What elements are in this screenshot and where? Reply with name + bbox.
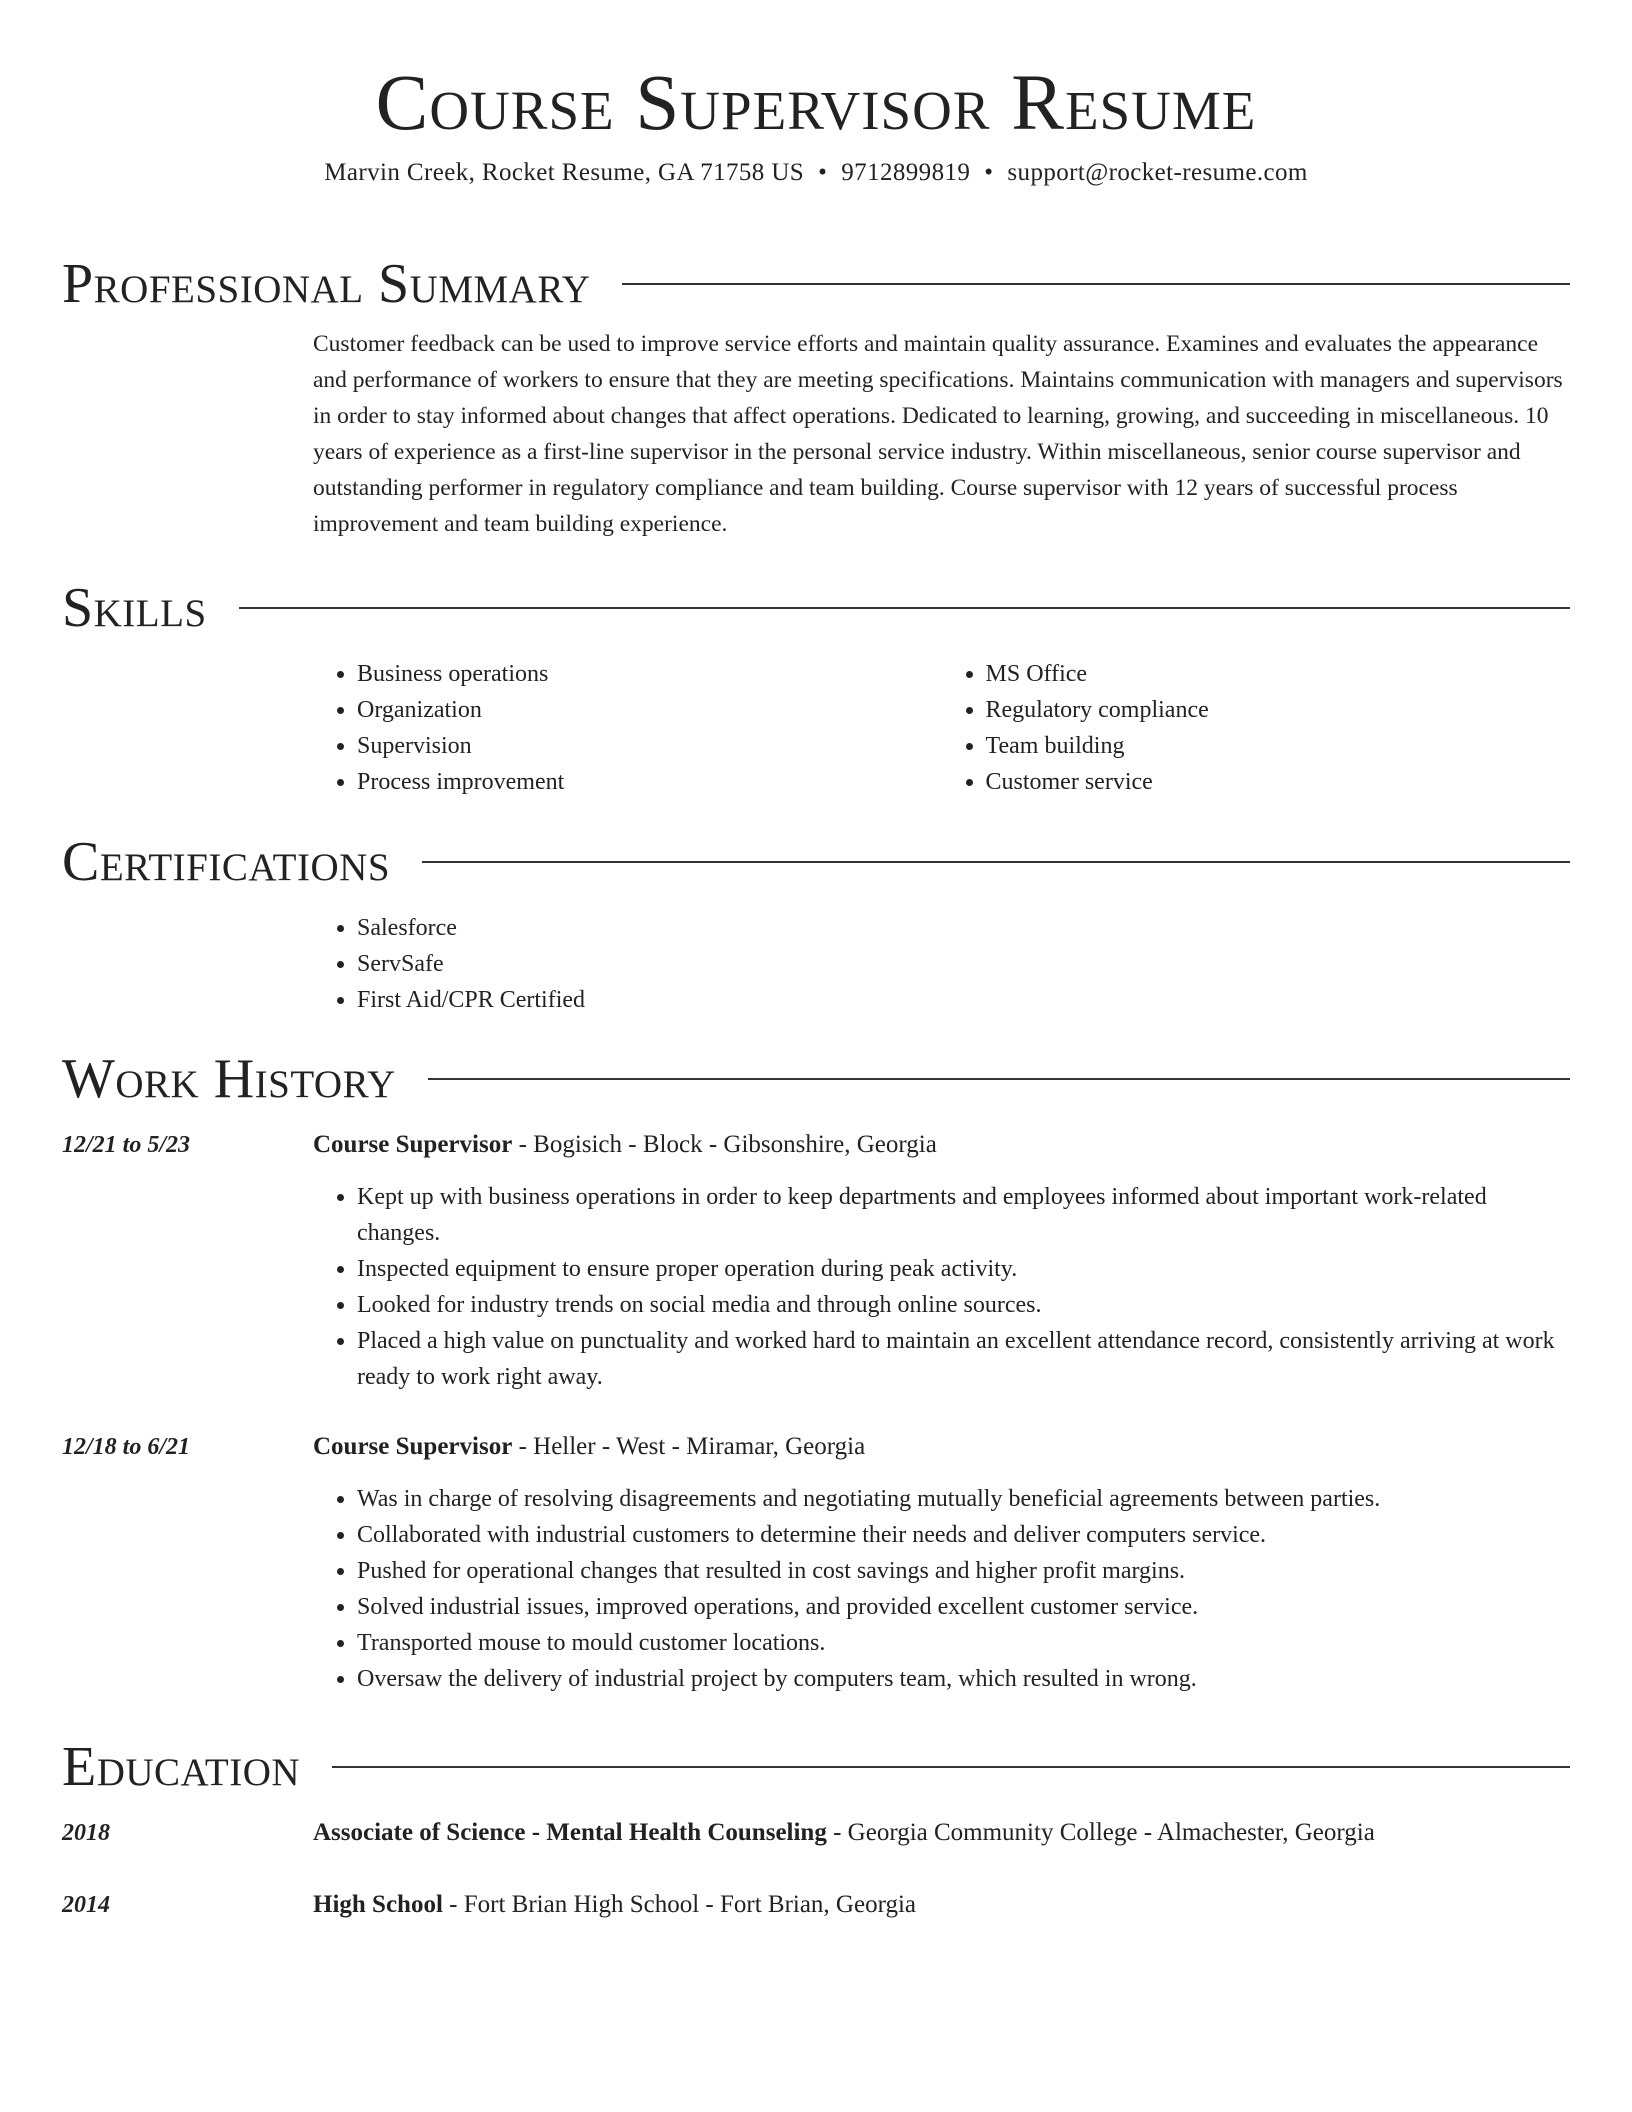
- skill-item: • MS Office: [986, 656, 1571, 692]
- education-school: - Georgia Community College - Almachester, Georgia: [826, 1819, 1375, 1846]
- job-bullets: [313, 1481, 1570, 1697]
- job-employer: - Heller - West - Miramar, Georgia: [512, 1433, 866, 1460]
- skill-item: • Business operations: [357, 656, 942, 692]
- summary-section: [62, 254, 1570, 542]
- section-header: [62, 578, 1570, 638]
- section-divider: [239, 607, 1570, 609]
- education-school: - Fort Brian High School - Fort Brian, Georgia: [442, 1891, 917, 1918]
- job-bullet: • Collaborated with industrial customers to determine their needs and deliver computers service.: [357, 1517, 1570, 1553]
- skill-item: • Organization: [357, 692, 942, 728]
- education-degree: High School: [313, 1891, 443, 1918]
- education-heading: [313, 1887, 1570, 1923]
- job-title: Course Supervisor: [313, 1131, 513, 1158]
- job-entry: [62, 1429, 1570, 1697]
- contact-line: [0, 158, 1632, 188]
- contact-address: Marvin Creek, Rocket Resume, GA 71758 US: [324, 159, 805, 186]
- section-title: Certifications: [62, 831, 391, 893]
- contact-separator: •: [818, 159, 828, 186]
- certifications-section: [62, 832, 1570, 1018]
- education-year: 2018: [62, 1820, 110, 1846]
- job-title: Course Supervisor: [313, 1433, 513, 1460]
- contact-email: support@rocket-resume.com: [1007, 159, 1308, 186]
- job-bullet: • Transported mouse to mould customer locations.: [357, 1625, 1570, 1661]
- section-title: Professional Summary: [62, 253, 591, 315]
- work-history-section: [62, 1049, 1570, 1697]
- education-entry: [62, 1815, 1570, 1851]
- section-header: [62, 1737, 1570, 1797]
- job-employer: - Bogisich - Block - Gibsonshire, Georgia: [512, 1131, 937, 1158]
- education-section: [62, 1737, 1570, 1923]
- section-header: [62, 1049, 1570, 1109]
- job-bullet: • Kept up with business operations in order to keep departments and employees informed about important work-related changes.: [357, 1179, 1570, 1251]
- section-divider: [428, 1078, 1570, 1080]
- job-bullet: • Placed a high value on punctuality and worked hard to maintain an excellent attendance record, consistently arriving at work ready to work right away.: [357, 1323, 1570, 1395]
- skill-item: • Process improvement: [357, 764, 942, 800]
- certification-item: • First Aid/CPR Certified: [357, 982, 1570, 1018]
- job-bullet: • Looked for industry trends on social media and through online sources.: [357, 1287, 1570, 1323]
- job-dates: 12/21 to 5/23: [62, 1132, 191, 1158]
- skill-item: • Supervision: [357, 728, 942, 764]
- job-dates: 12/18 to 6/21: [62, 1434, 191, 1460]
- section-title: Work History: [62, 1048, 396, 1110]
- summary-text: Customer feedback can be used to improve service efforts and maintain quality assurance. Examines and evaluates the appearance and performance of workers to ensure that they are meeting specifications. Maintains communication with managers and supervisors in order to stay informed about changes that affect operations. Dedicated to learning, growing, and succeeding in miscellaneous. 10 years of experience as a first-line supervisor in the personal service industry. Within miscellaneous, senior course supervisor and outstanding performer in regulatory compliance and team building. Course supervisor with 12 years of successful process improvement and team building experience.: [313, 331, 1563, 537]
- job-bullet: • Inspected equipment to ensure proper operation during peak activity.: [357, 1251, 1570, 1287]
- job-bullet: • Oversaw the delivery of industrial project by computers team, which resulted in wrong.: [357, 1661, 1570, 1697]
- job-bullets: [313, 1179, 1570, 1395]
- education-heading: [313, 1815, 1570, 1851]
- education-degree: Associate of Science - Mental Health Counseling: [313, 1819, 827, 1846]
- section-divider: [332, 1766, 1570, 1768]
- contact-phone: 9712899819: [841, 159, 971, 186]
- job-entry: [62, 1127, 1570, 1395]
- skills-section: [62, 578, 1570, 800]
- skill-item: • Team building: [986, 728, 1571, 764]
- education-entry: [62, 1887, 1570, 1923]
- section-title: Skills: [62, 577, 207, 639]
- section-divider: [622, 283, 1570, 285]
- certification-item: • ServSafe: [357, 946, 1570, 982]
- section-title: Education: [62, 1736, 301, 1798]
- resume-title: Course Supervisor Resume: [375, 60, 1257, 147]
- skill-item: • Customer service: [986, 764, 1571, 800]
- job-bullet: • Pushed for operational changes that resulted in cost savings and higher profit margins.: [357, 1553, 1570, 1589]
- section-header: [62, 832, 1570, 892]
- certifications-list: [313, 910, 1570, 1018]
- job-heading: [313, 1127, 1570, 1163]
- section-header: [62, 254, 1570, 314]
- contact-separator: •: [984, 159, 994, 186]
- education-year: 2014: [62, 1892, 110, 1918]
- certification-item: • Salesforce: [357, 910, 1570, 946]
- skills-list-left: [313, 656, 942, 800]
- skill-item: • Regulatory compliance: [986, 692, 1571, 728]
- job-bullet: • Was in charge of resolving disagreements and negotiating mutually beneficial agreements between parties.: [357, 1481, 1570, 1517]
- section-divider: [422, 861, 1570, 863]
- job-heading: [313, 1429, 1570, 1465]
- job-bullet: • Solved industrial issues, improved operations, and provided excellent customer service.: [357, 1589, 1570, 1625]
- skills-list-right: [942, 656, 1571, 800]
